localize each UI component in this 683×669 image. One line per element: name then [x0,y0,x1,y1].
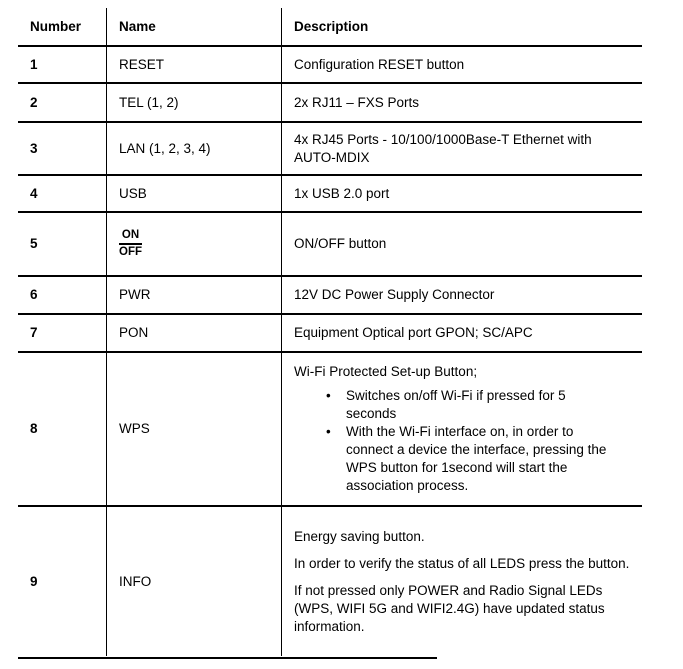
cell-number [18,315,106,351]
row-number: 8 [30,421,38,436]
off-label: OFF [119,246,142,258]
cell-name [106,176,281,211]
port-name: WPS [119,421,150,436]
row-number: 7 [30,325,38,340]
on-off-switch-glyph [119,229,142,259]
list-item [318,423,630,495]
cell-number [18,277,106,313]
paragraph: In order to verify the status of all LEDS press the button. [294,555,630,571]
paragraph: Energy saving button. [294,528,425,544]
cell-number [18,84,106,121]
port-name: LAN (1, 2, 3, 4) [119,140,211,156]
wps-bullet-list [294,387,630,495]
cell-description [281,353,642,505]
bullet-text: With the Wi-Fi interface on, in order to connect a device the interface, pressing the WPS button for 1second will start the association process. [346,424,607,493]
header-label-number: Number [30,18,82,34]
cell-number [18,123,106,174]
table-row [18,353,642,507]
table-row [18,176,642,213]
port-description: 1x USB 2.0 port [294,185,390,201]
port-description: 12V DC Power Supply Connector [294,287,495,302]
info-description-block [294,528,630,636]
row-number: 2 [30,94,38,110]
port-description: Equipment Optical port GPON; SC/APC [294,325,533,340]
cell-name [106,123,281,174]
cell-name [106,84,281,121]
header-cell-name [106,8,281,45]
row-number: 1 [30,56,38,72]
table-row [18,123,642,176]
port-description: ON/OFF button [294,236,387,251]
row-number: 4 [30,185,38,201]
paragraph: If not pressed only POWER and Radio Signal LEDs (WPS, WIFI 5G and WIFI2.4G) have updated status information. [294,582,605,634]
cell-name [106,277,281,313]
row-number: 6 [30,287,38,302]
cell-name [106,47,281,82]
header-cell-description [281,8,642,45]
port-name: PON [119,325,149,340]
table-row [18,315,642,353]
port-name: INFO [119,573,152,589]
cell-number [18,213,106,275]
cell-name [106,213,281,275]
row-number: 9 [30,573,38,589]
table-row [18,277,642,315]
cell-number [18,47,106,82]
cell-description [281,84,642,121]
port-name: RESET [119,56,165,72]
bullet-icon: • [326,424,331,439]
table-row [18,47,642,84]
wps-intro-text: Wi-Fi Protected Set-up Button; [294,364,478,379]
wps-description-block [294,363,630,495]
cell-number [18,176,106,211]
bullet-icon: • [326,388,331,403]
port-description: 2x RJ11 – FXS Ports [294,94,420,110]
cell-number [18,507,106,656]
cell-name [106,315,281,351]
table-header-row [18,8,642,47]
cell-description [281,315,642,351]
hardware-ports-table [18,8,642,656]
header-cell-number [18,8,106,45]
table-bottom-border [18,657,437,659]
header-label-name: Name [119,18,156,34]
header-label-description: Description [294,18,369,34]
on-label: ON [119,229,142,245]
cell-number [18,353,106,505]
cell-description [281,213,642,275]
cell-description [281,123,642,174]
port-name: TEL (1, 2) [119,94,179,110]
cell-description [281,277,642,313]
bullet-text: Switches on/off Wi-Fi if pressed for 5 seconds [346,388,566,421]
list-item [318,387,630,423]
port-description: 4x RJ45 Ports - 10/100/1000Base-T Ethernet with AUTO-MDIX [294,131,592,165]
cell-description [281,176,642,211]
table-row [18,213,642,277]
cell-description [281,507,642,656]
table-row [18,507,642,656]
cell-name [106,353,281,505]
cell-name [106,507,281,656]
cell-description [281,47,642,82]
port-description: Configuration RESET button [294,56,465,72]
port-name: PWR [119,287,151,302]
row-number: 3 [30,140,38,156]
row-number: 5 [30,236,38,251]
table-row [18,84,642,123]
port-name: USB [119,185,147,201]
